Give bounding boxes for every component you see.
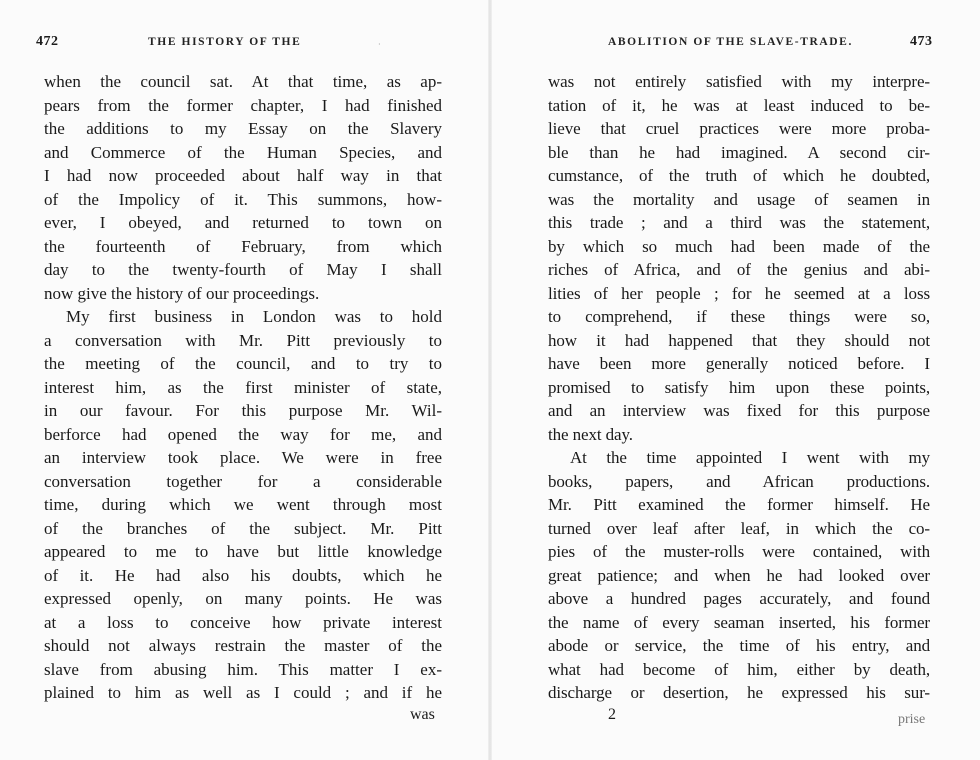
text-line: tation of it, he was at least induced to be- [548, 95, 930, 115]
text-line: lities of her people ; for he seemed at a loss [548, 283, 930, 303]
text-line: ever, I obeyed, and returned to town on [44, 213, 442, 232]
text-line: riches of Africa, and of the genius and abi- [548, 260, 930, 279]
text-line: promised to satisfy him upon these points, [548, 377, 930, 397]
paragraph-start-line: At the time appointed I went with my [570, 448, 930, 467]
text-line: and Commerce of the Human Species, and [44, 142, 442, 162]
signature-mark: 2 [608, 706, 616, 723]
text-line: time, during which we went through most [44, 495, 442, 514]
text-line: cumstance, of the truth of which he doubted, [548, 166, 930, 185]
text-line: slave from abusing him. This matter I ex- [44, 659, 442, 679]
page-number: 472 [36, 34, 59, 49]
text-line: and an interview was fixed for this purpose [548, 401, 930, 420]
paragraph-start-line: My first business in London was to hold [66, 307, 442, 326]
text-line: was not entirely satisfied with my interpre- [548, 72, 930, 91]
stray-mark: · [378, 40, 381, 49]
text-line: should not always restrain the master of the [44, 636, 442, 655]
text-line: ble than he had imagined. A second cir- [548, 142, 930, 162]
running-head: ABOLITION OF THE SLAVE-TRADE. [608, 36, 853, 48]
text-line: great patience; and when he had looked over [548, 565, 930, 585]
text-line: appeared to me to have but little knowledge [44, 542, 442, 561]
text-line: the meeting of the council, and to try to [44, 354, 442, 373]
text-line: plained to him as well as I could ; and if he [44, 683, 442, 702]
text-line: an interview took place. We were in free [44, 448, 442, 467]
text-line: books, papers, and African productions. [548, 471, 930, 491]
text-line: the next day. [548, 424, 633, 444]
text-line: conversation together for a considerable [44, 471, 442, 491]
text-line: lieve that cruel practices were more proba- [548, 119, 930, 138]
text-line: a conversation with Mr. Pitt previously to [44, 330, 442, 350]
body-text [548, 70, 930, 705]
text-line: of the Impolicy of it. This summons, how- [44, 189, 442, 209]
text-line: of it. He had also his doubts, which he [44, 565, 442, 585]
text-line: turned over leaf after leaf, in which the co- [548, 518, 930, 538]
catchword: prise [898, 712, 926, 727]
text-line: was the mortality and usage of seamen in [548, 189, 930, 209]
text-line: day to the twenty-fourth of May I shall [44, 260, 442, 279]
right-page [490, 0, 980, 760]
text-line: what had become of him, either by death, [548, 659, 930, 679]
text-line: pies of the muster-rolls were contained, with [548, 542, 930, 561]
text-line: to comprehend, if these things were so, [548, 307, 930, 326]
text-line: when the council sat. At that time, as ap- [44, 72, 442, 91]
text-line: how it had happened that they should not [548, 330, 930, 350]
body-text [44, 70, 442, 705]
text-line: berforce had opened the way for me, and [44, 424, 442, 444]
text-line: in our favour. For this purpose Mr. Wil- [44, 401, 442, 420]
text-line: the fourteenth of February, from which [44, 236, 442, 256]
text-line: now give the history of our proceedings. [44, 283, 320, 303]
text-line: I had now proceeded about half way in that [44, 166, 442, 185]
text-line: discharge or desertion, he expressed his sur- [548, 683, 930, 702]
running-head: THE HISTORY OF THE [148, 36, 302, 48]
text-line: the additions to my Essay on the Slavery [44, 119, 442, 138]
text-line: expressed openly, on many points. He was [44, 589, 442, 608]
text-line: this trade ; and a third was the statement, [548, 213, 930, 232]
text-line: pears from the former chapter, I had finished [44, 95, 442, 115]
page-number: 473 [910, 34, 933, 49]
text-line: abode or service, the time of his entry, and [548, 636, 930, 655]
text-line: Mr. Pitt examined the former himself. He [548, 495, 930, 514]
text-line: by which so much had been made of the [548, 236, 930, 256]
text-line: at a loss to conceive how private interest [44, 612, 442, 632]
text-line: interest him, as the first minister of state, [44, 377, 442, 397]
text-line: have been more generally noticed before. I [548, 354, 930, 373]
text-line: of the branches of the subject. Mr. Pitt [44, 518, 442, 538]
text-line: above a hundred pages accurately, and found [548, 589, 930, 608]
catchword: was [410, 706, 435, 723]
text-line: the name of every seaman inserted, his former [548, 612, 930, 632]
